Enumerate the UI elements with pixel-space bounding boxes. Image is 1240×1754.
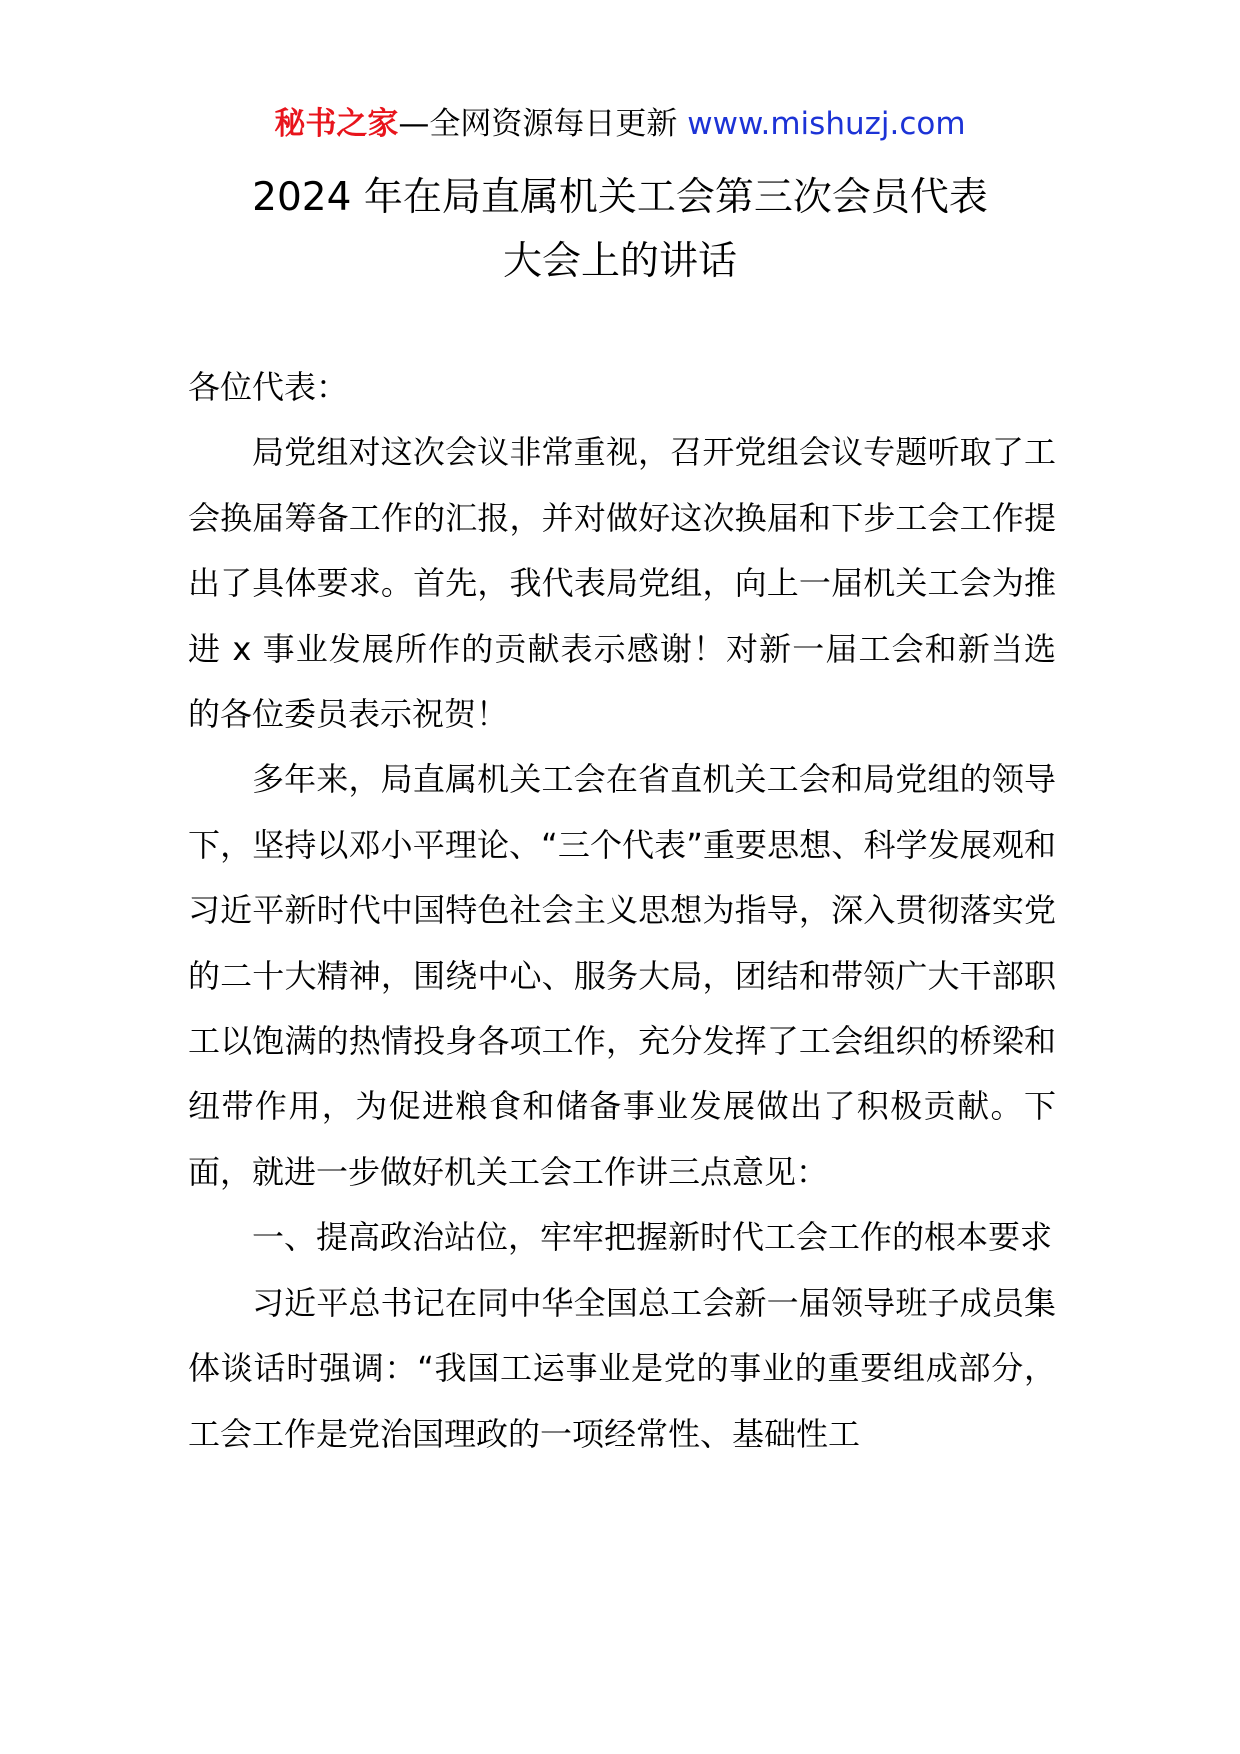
body-paragraph-2: 多年来，局直属机关工会在省直机关工会和局党组的领导下，坚持以邓小平理论、“三个代表”重要思想、科学发展观和习近平新时代中国特色社会主义思想为指导，深入贯彻落实党的二十大精神，围绕中心、服务大局，团结和带领广大干部职工以饱满的热情投身各项工作，充分发挥了工会组织的桥梁和纽带作用，为促进粮食和储备事业发展做出了积极贡献。下面，就进一步做好机关工会工作讲三点意见：	[188, 760, 1056, 1191]
body-paragraph-1: 局党组对这次会议非常重视，召开党组会议专题听取了工会换届筹备工作的汇报，并对做好这次换届和下步工会工作提出了具体要求。首先，我代表局党组，向上一届机关工会为推进 x 事业发展所作的贡献表示感谢！对新一届工会和新当选的各位委员表示祝贺！	[188, 433, 1056, 734]
document-title	[0, 166, 1240, 294]
header-slogan: —全网资源每日更新	[398, 106, 678, 142]
salutation: 各位代表：	[188, 368, 349, 406]
site-url-link[interactable]: www.mishuzj.com	[687, 106, 966, 142]
document-body	[188, 355, 1056, 1467]
brand-name: 秘书之家	[274, 106, 399, 142]
section-heading-1: 一、提高政治站位，牢牢把握新时代工会工作的根本要求	[252, 1218, 1053, 1257]
site-header	[0, 102, 1240, 146]
title-line-2: 大会上的讲话	[502, 239, 737, 284]
title-line-1: 2024 年在局直属机关工会第三次会员代表	[252, 175, 988, 220]
section-1-paragraph: 习近平总书记在同中华全国总工会新一届领导班子成员集体谈话时强调：“我国工运事业是党的事业的重要组成部分，工会工作是党治国理政的一项经常性、基础性工	[188, 1283, 1056, 1453]
